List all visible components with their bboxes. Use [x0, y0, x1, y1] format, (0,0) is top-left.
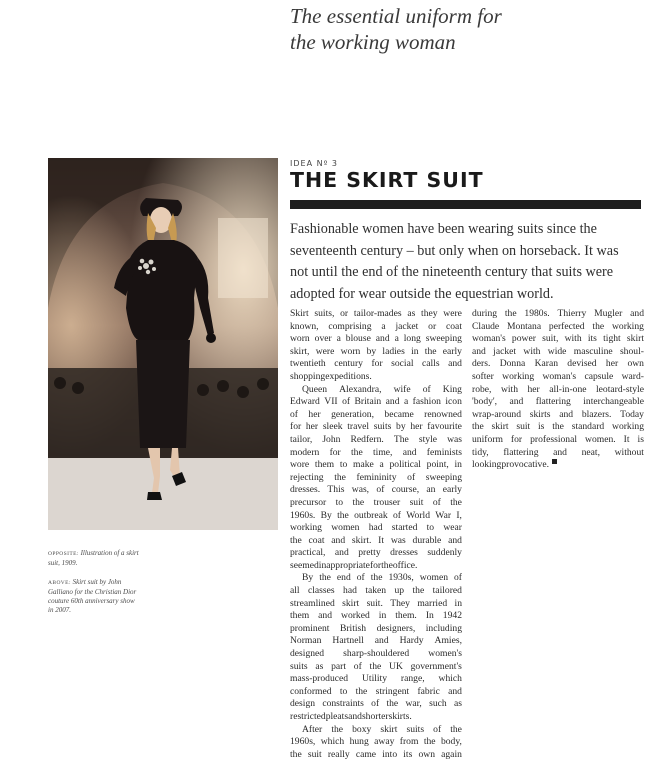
body-column-1	[290, 308, 462, 761]
intro-paragraph	[290, 219, 646, 305]
body-line: Claude Montana perfected the working	[472, 320, 644, 332]
body-line: wrap-around skirts and blazers. Today	[472, 408, 644, 420]
body-line: for her sleek travel suits by her favourite	[290, 421, 462, 433]
body-line: of her generation, became renowned	[290, 408, 462, 420]
title-rule	[290, 200, 641, 209]
body-line: conformed to the stringent fabric and	[290, 685, 462, 697]
runway-model-illustration	[48, 158, 278, 530]
tagline	[290, 3, 650, 55]
body-line: the suit really came into its own again	[290, 748, 462, 760]
end-mark-icon	[552, 459, 557, 464]
body-line: skirt, were worn by ladies in the early	[290, 345, 462, 357]
intro-line: Fashionable women have been wearing suits since the	[290, 221, 597, 237]
body-line: design constraints of the war, such as	[290, 698, 462, 710]
body-line: looking provocative.	[472, 459, 644, 472]
body-line: during the 1980s. Thierry Mugler and	[472, 308, 644, 319]
body-line: ders. Donna Karan devised her own	[472, 358, 644, 370]
body-line: the coat and skirt. It was durable and	[290, 534, 462, 546]
intro-line: not until the end of the nineteenth century that suits were	[290, 264, 614, 280]
body-line: dresses. This was, of course, an early	[290, 484, 462, 496]
body-line: modern for the time, and feminists	[290, 446, 462, 458]
body-line: shopping expeditions.	[290, 370, 372, 382]
body-line: Queen Alexandra, wife of King	[302, 383, 462, 395]
caption-text: Skirt suit by John	[72, 578, 122, 586]
caption-text: Galliano for the Christian Dior	[48, 588, 137, 596]
body-line: precursor to the trouser suit of the	[290, 496, 462, 508]
body-line: 1960s. By the outbreak of World War I,	[290, 509, 462, 521]
idea-number: IDEA Nº 3	[290, 159, 338, 168]
body-line: woman's power suit, with its tight skirt	[472, 333, 644, 345]
runway-photo	[48, 158, 278, 530]
intro-line: adopted for wear outside the equestrian world.	[290, 285, 554, 302]
body-line: prominent British designers, including	[290, 622, 462, 634]
body-line: restricted pleats and shorter skirts.	[290, 711, 412, 722]
body-line: robe, with her all-in-one leotard-style	[472, 383, 644, 395]
body-line: uniform for professional women. It is	[472, 433, 644, 445]
intro-line: seventeenth century – but only when on horseback. It was	[290, 242, 619, 259]
caption-text: suit, 1909.	[48, 559, 78, 567]
body-line: By the end of the 1930s, women of	[302, 572, 462, 584]
body-line: Norman Hartnell and Hardy Amies,	[290, 635, 462, 647]
page-title: THE SKIRT SUIT	[290, 168, 484, 192]
body-line: practical, and pretty dresses suddenly	[290, 547, 462, 559]
body-line: softer working woman's capsule ward-	[472, 370, 644, 382]
body-line: twentieth century for social calls and	[290, 358, 462, 370]
photo-captions	[48, 549, 163, 625]
caption-tag: ABOVE:	[48, 580, 71, 586]
tagline-line-2: the working woman	[290, 30, 456, 54]
body-line: worn over a blouse and a long sweeping	[290, 333, 462, 345]
caption-opposite	[48, 549, 163, 568]
body-line: streamlined skirt suit. They married in	[290, 597, 462, 609]
caption-above	[48, 578, 163, 615]
body-line: all classes had taken up the tailored	[290, 585, 462, 597]
body-column-2	[472, 308, 644, 472]
body-line: tailor, John Redfern. The style was	[290, 433, 462, 445]
body-line: working women had started to wear	[290, 522, 462, 534]
body-line: mass-produced Utility range, which	[290, 673, 462, 685]
body-line: known, comprising a jacket or coat	[290, 320, 462, 332]
body-line: seemed inappropriate for the office.	[290, 559, 418, 571]
body-line: Edward VII of Britain and a fashion icon	[290, 396, 462, 408]
body-line: suits as part of the UK government's	[290, 660, 462, 672]
caption-text: couture 60th anniversary show	[48, 597, 135, 605]
caption-text: Illustration of a skirt	[80, 549, 139, 557]
body-line: the skirt suit is the standard working	[472, 421, 644, 433]
tagline-line-1: The essential uniform for	[290, 4, 502, 28]
body-line: 1960s, which hung away from the body,	[290, 736, 462, 748]
body-line: designed sharp-shouldered women's	[290, 648, 462, 660]
body-line: wore them to make a political point, in	[290, 459, 462, 471]
body-line: them and worked in them. In 1942	[290, 610, 462, 622]
caption-text: in 2007.	[48, 606, 71, 614]
body-line: After the boxy skirt suits of the	[302, 723, 462, 735]
body-line: and jacket with wide masculine shoul-	[472, 345, 644, 357]
body-line: tidy, flattering and neat, without	[472, 446, 644, 458]
body-line: Skirt suits, or tailor-mades as they were	[290, 308, 462, 319]
body-line: 'body', and flattering interchangeable	[472, 396, 644, 408]
body-line: rejecting the femininity of sweeping	[290, 471, 462, 483]
caption-tag: OPPOSITE:	[48, 551, 79, 557]
